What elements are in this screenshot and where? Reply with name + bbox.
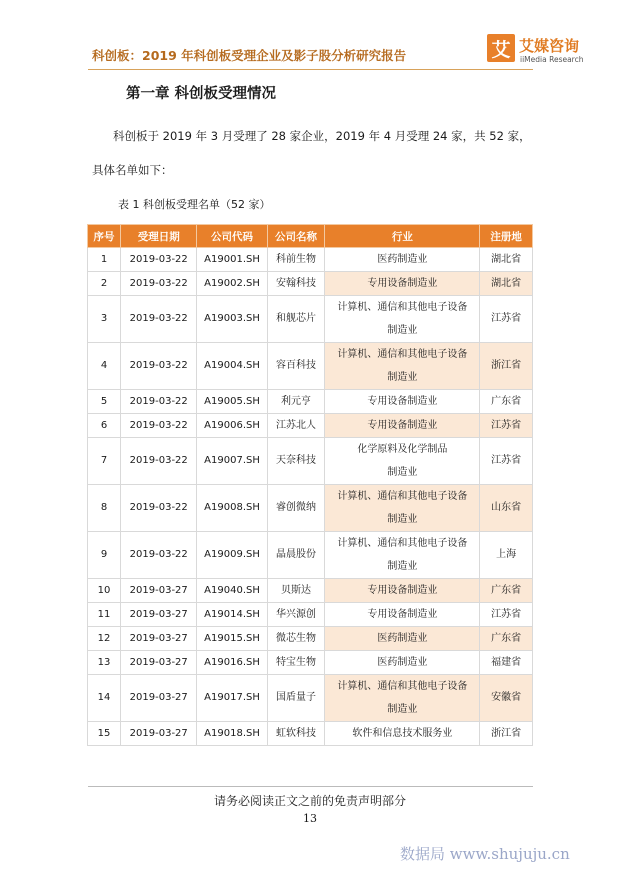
cell-industry [325,485,480,532]
footer-divider [88,786,533,787]
cell-date: 2019-03-22 [121,272,197,296]
cell-no: 8 [88,485,121,532]
cell-code: A19008.SH [197,485,267,532]
table-row [88,627,533,651]
cell-code: A19003.SH [197,296,267,343]
column-header-code: 公司代码 [197,225,267,248]
cell-region: 广东省 [480,579,533,603]
disclaimer-notice: 请务必阅读正文之前的免责声明部分 [213,794,406,808]
table-row [88,272,533,296]
cell-date: 2019-03-22 [121,532,197,579]
iimedia-logo-icon: 艾 [487,34,515,62]
header-divider [88,69,533,70]
cell-region: 江苏省 [480,296,533,343]
table-row [88,438,533,485]
cell-industry [325,603,480,627]
cell-code: A19040.SH [197,579,267,603]
column-header-date: 受理日期 [121,225,197,248]
site-watermark: 数据局 www.shujuju.cn [400,845,570,863]
cell-code: A19005.SH [197,390,267,414]
cell-industry [325,343,480,390]
cell-region: 山东省 [480,485,533,532]
cell-region: 上海 [480,532,533,579]
cell-code: A19015.SH [197,627,267,651]
industry-line-1: 专用设备制造业 [367,396,438,407]
industry-line-1: 软件和信息技术服务业 [352,728,453,739]
cell-industry [325,532,480,579]
table-row [88,579,533,603]
page-number: 13 [303,812,317,825]
cell-no: 10 [88,579,121,603]
cell-company-name: 江苏北人 [267,414,325,438]
cell-code: A19017.SH [197,675,267,722]
table-row [88,414,533,438]
cell-company-name: 微芯生物 [267,627,325,651]
table-row [88,532,533,579]
page-header [0,0,620,73]
table-row [88,390,533,414]
cell-industry [325,627,480,651]
industry-line-1: 专用设备制造业 [367,585,438,596]
industry-line-2: 制造业 [387,372,418,383]
cell-region: 江苏省 [480,414,533,438]
logo-english-name: iiMedia Research [520,55,584,64]
cell-industry [325,390,480,414]
cell-region: 江苏省 [480,603,533,627]
cell-no: 7 [88,438,121,485]
cell-company-name: 华兴源创 [267,603,325,627]
chapter-title: 第一章 科创板受理情况 [126,86,277,102]
cell-industry [325,296,480,343]
industry-line-2: 制造业 [387,514,418,525]
cell-region: 浙江省 [480,722,533,746]
cell-code: A19016.SH [197,651,267,675]
cell-date: 2019-03-22 [121,485,197,532]
cell-code: A19002.SH [197,272,267,296]
cell-company-name: 和舰芯片 [267,296,325,343]
cell-company-name: 国盾量子 [267,675,325,722]
cell-date: 2019-03-22 [121,343,197,390]
cell-code: A19006.SH [197,414,267,438]
industry-line-1: 医药制造业 [377,657,428,668]
cell-date: 2019-03-27 [121,579,197,603]
cell-code: A19009.SH [197,532,267,579]
table-caption: 表 1 科创板受理名单（52 家） [118,198,271,211]
cell-industry [325,414,480,438]
industry-line-1: 计算机、通信和其他电子设备 [337,491,468,502]
cell-no: 9 [88,532,121,579]
cell-date: 2019-03-22 [121,248,197,272]
table-row [88,651,533,675]
cell-industry [325,675,480,722]
cell-no: 12 [88,627,121,651]
cell-industry [325,272,480,296]
cell-region: 浙江省 [480,343,533,390]
cell-code: A19014.SH [197,603,267,627]
cell-region: 湖北省 [480,248,533,272]
cell-date: 2019-03-27 [121,675,197,722]
cell-no: 2 [88,272,121,296]
cell-date: 2019-03-22 [121,296,197,343]
cell-industry [325,651,480,675]
industry-line-1: 计算机、通信和其他电子设备 [337,349,468,360]
industry-line-2: 制造业 [387,561,418,572]
table-row [88,296,533,343]
cell-code: A19007.SH [197,438,267,485]
intro-paragraph-line-2: 具体名单如下： [92,163,173,177]
cell-no: 4 [88,343,121,390]
industry-line-2: 制造业 [387,467,418,478]
industry-line-1: 医药制造业 [377,633,428,644]
table-row [88,343,533,390]
logo-chinese-name: 艾媒咨询 [519,37,580,55]
cell-date: 2019-03-27 [121,627,197,651]
cell-company-name: 特宝生物 [267,651,325,675]
cell-company-name: 天奈科技 [267,438,325,485]
table-row [88,675,533,722]
table-row [88,722,533,746]
cell-code: A19018.SH [197,722,267,746]
cell-date: 2019-03-27 [121,603,197,627]
table-header-row [88,225,533,248]
column-header-no: 序号 [88,225,121,248]
cell-code: A19001.SH [197,248,267,272]
column-header-industry: 行业 [325,225,480,248]
cell-date: 2019-03-22 [121,414,197,438]
table-row [88,248,533,272]
cell-industry [325,438,480,485]
cell-code: A19004.SH [197,343,267,390]
column-header-region: 注册地 [480,225,533,248]
column-header-name: 公司名称 [267,225,325,248]
cell-company-name: 睿创微纳 [267,485,325,532]
report-title: 科创板：2019 年科创板受理企业及影子股分析研究报告 [92,48,407,63]
industry-line-2: 制造业 [387,325,418,336]
industry-line-1: 医药制造业 [377,254,428,265]
cell-no: 1 [88,248,121,272]
industry-line-1: 计算机、通信和其他电子设备 [337,302,468,313]
cell-date: 2019-03-27 [121,651,197,675]
cell-no: 13 [88,651,121,675]
industry-line-1: 计算机、通信和其他电子设备 [337,538,468,549]
cell-no: 14 [88,675,121,722]
cell-no: 5 [88,390,121,414]
industry-line-1: 化学原料及化学制品 [357,444,448,455]
table-row [88,603,533,627]
cell-industry [325,579,480,603]
cell-company-name: 容百科技 [267,343,325,390]
cell-region: 安徽省 [480,675,533,722]
cell-date: 2019-03-22 [121,438,197,485]
cell-no: 3 [88,296,121,343]
industry-line-1: 专用设备制造业 [367,278,438,289]
industry-line-2: 制造业 [387,704,418,715]
cell-region: 广东省 [480,390,533,414]
cell-company-name: 贝斯达 [267,579,325,603]
cell-region: 广东省 [480,627,533,651]
cell-industry [325,722,480,746]
cell-company-name: 虹软科技 [267,722,325,746]
cell-company-name: 利元亨 [267,390,325,414]
industry-line-1: 专用设备制造业 [367,420,438,431]
cell-company-name: 科前生物 [267,248,325,272]
accepted-companies-table [87,224,533,746]
cell-region: 福建省 [480,651,533,675]
table-row [88,485,533,532]
industry-line-1: 专用设备制造业 [367,609,438,620]
intro-paragraph-line-1: 科创板于 2019 年 3 月受理了 28 家企业，2019 年 4 月受理 24 家，共 52 家， [113,129,531,143]
cell-company-name: 晶晨股份 [267,532,325,579]
cell-no: 11 [88,603,121,627]
cell-date: 2019-03-27 [121,722,197,746]
industry-line-1: 计算机、通信和其他电子设备 [337,681,468,692]
cell-region: 湖北省 [480,272,533,296]
cell-industry [325,248,480,272]
cell-date: 2019-03-22 [121,390,197,414]
cell-no: 15 [88,722,121,746]
cell-no: 6 [88,414,121,438]
cell-company-name: 安翰科技 [267,272,325,296]
cell-region: 江苏省 [480,438,533,485]
